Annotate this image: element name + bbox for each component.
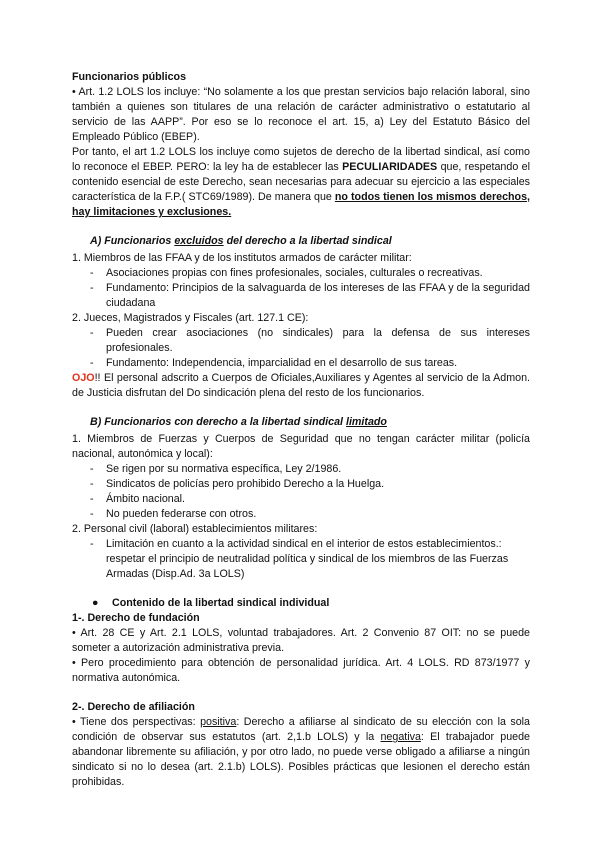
section-b-item-2: 2. Personal civil (laboral) establecimientos militares: — [72, 523, 318, 535]
section-a-heading: A) Funcionarios excluidos del derecho a la libertad sindical — [90, 235, 392, 247]
peculiaridades-text: PECULIARIDADES — [342, 161, 438, 173]
dash-item: - Fundamento: Principios de la salvaguarda de los intereses de las FFAA y de la seguridad ciudadana — [90, 282, 530, 309]
ojo-note: OJO!! El personal adscrito a Cuerpos de Oficiales,Auxiliares y Agentes al servicio de la Admon. de Justicia disfrutan del Do sindicación plena del resto de los funcionarios. — [72, 372, 530, 399]
dash-item: - Asociaciones propias con fines profesionales, sociales, culturales o recreativas. — [90, 267, 483, 279]
contenido-heading: ● Contenido de la libertad sindical individual — [92, 597, 330, 609]
dash-item: - Fundamento: Independencia, imparcialidad en el desarrollo de sus tareas. — [90, 357, 458, 369]
section-b-heading: B) Funcionarios con derecho a la libertad sindical limitado — [90, 416, 387, 428]
intro-paragraph-2: Por tanto, el art 1.2 LOLS los incluye como sujetos de derecho de la libertad sindical, así como lo reconoce el EBEP. PERO: la ley ha de establecer las PECULIARIDADES que, respetando el contenido esencial de este Derecho, sean necesarias para adecuar su ejercicio a las especiales característica de la F.P.( STC69/1989). De manera que no todos tienen los mismos derechos, hay limitaciones y exclusiones. — [72, 146, 530, 218]
dash-item: - No pueden federarse con otros. — [90, 508, 257, 520]
dash-item: - Ámbito nacional. — [90, 493, 186, 505]
section-a-item-2: 2. Jueces, Magistrados y Fiscales (art. 127.1 CE): — [72, 312, 309, 324]
bullet-icon: ● — [92, 597, 99, 609]
dash-item: - Limitación en cuanto a la actividad sindical en el interior de estos establecimientos.: respetar el principio de neutralidad política y sindical de los miembros de las Fuerzas Armadas (Disp.Ad. 3a LOLS) — [90, 538, 509, 580]
document-page — [72, 70, 530, 790]
fundacion-paragraph-2: • Pero procedimiento para obtención de personalidad jurídica. Art. 4 LOLS. RD 873/1977 y normativa autonómica. — [72, 657, 530, 684]
afiliacion-heading: 2-. Derecho de afiliación — [72, 701, 195, 713]
fundacion-heading: 1-. Derecho de fundación — [72, 612, 200, 624]
section-title: Funcionarios públicos — [72, 71, 187, 83]
dash-item: - Se rigen por su normativa específica, Ley 2/1986. — [90, 463, 342, 475]
section-a-item-1: 1. Miembros de las FFAA y de los institutos armados de carácter militar: — [72, 252, 412, 264]
fundacion-paragraph-1: • Art. 28 CE y Art. 2.1 LOLS, voluntad trabajadores. Art. 2 Convenio 87 OIT: no se puede someter a autorización administrativa previa. — [72, 627, 530, 654]
afiliacion-paragraph: • Tiene dos perspectivas: positiva: Derecho a afiliarse al sindicato de su elección con la sola condición de observar sus estatutos (art. 2,1.b LOLS) y la negativa: El trabajador puede abandonar libremente su afiliación, y por otro lado, no puede verse obligado a afiliarse a ningún sindicato si no lo desea (art. 2.1.b) LOLS). Posibles prácticas que lesionen el derecho están prohibidas. — [72, 716, 530, 788]
intro-paragraph-1: • Art. 1.2 LOLS los incluye: “No solamente a los que prestan servicios bajo relación laboral, sino también a quienes son titulares de una relación de carácter administrativo o estatutario al servicio de las AAPP”. Por eso se lo reconoce el art. 15, a) Ley del Estatuto Básico del Empleado Público (EBEP). — [72, 86, 530, 143]
dash-item: - Pueden crear asociaciones (no sindicales) para la defensa de sus intereses profesionales. — [90, 327, 530, 354]
limitaciones-text: no todos tienen los mismos derechos, hay limitaciones y exclusiones. — [72, 191, 530, 218]
section-b-item-1: 1. Miembros de Fuerzas y Cuerpos de Seguridad que no tengan carácter militar (policía nacional, autonómica y local): — [72, 433, 530, 460]
dash-item: - Sindicatos de policías pero prohibido Derecho a la Huelga. — [90, 478, 385, 490]
ojo-label: OJO — [72, 372, 95, 384]
